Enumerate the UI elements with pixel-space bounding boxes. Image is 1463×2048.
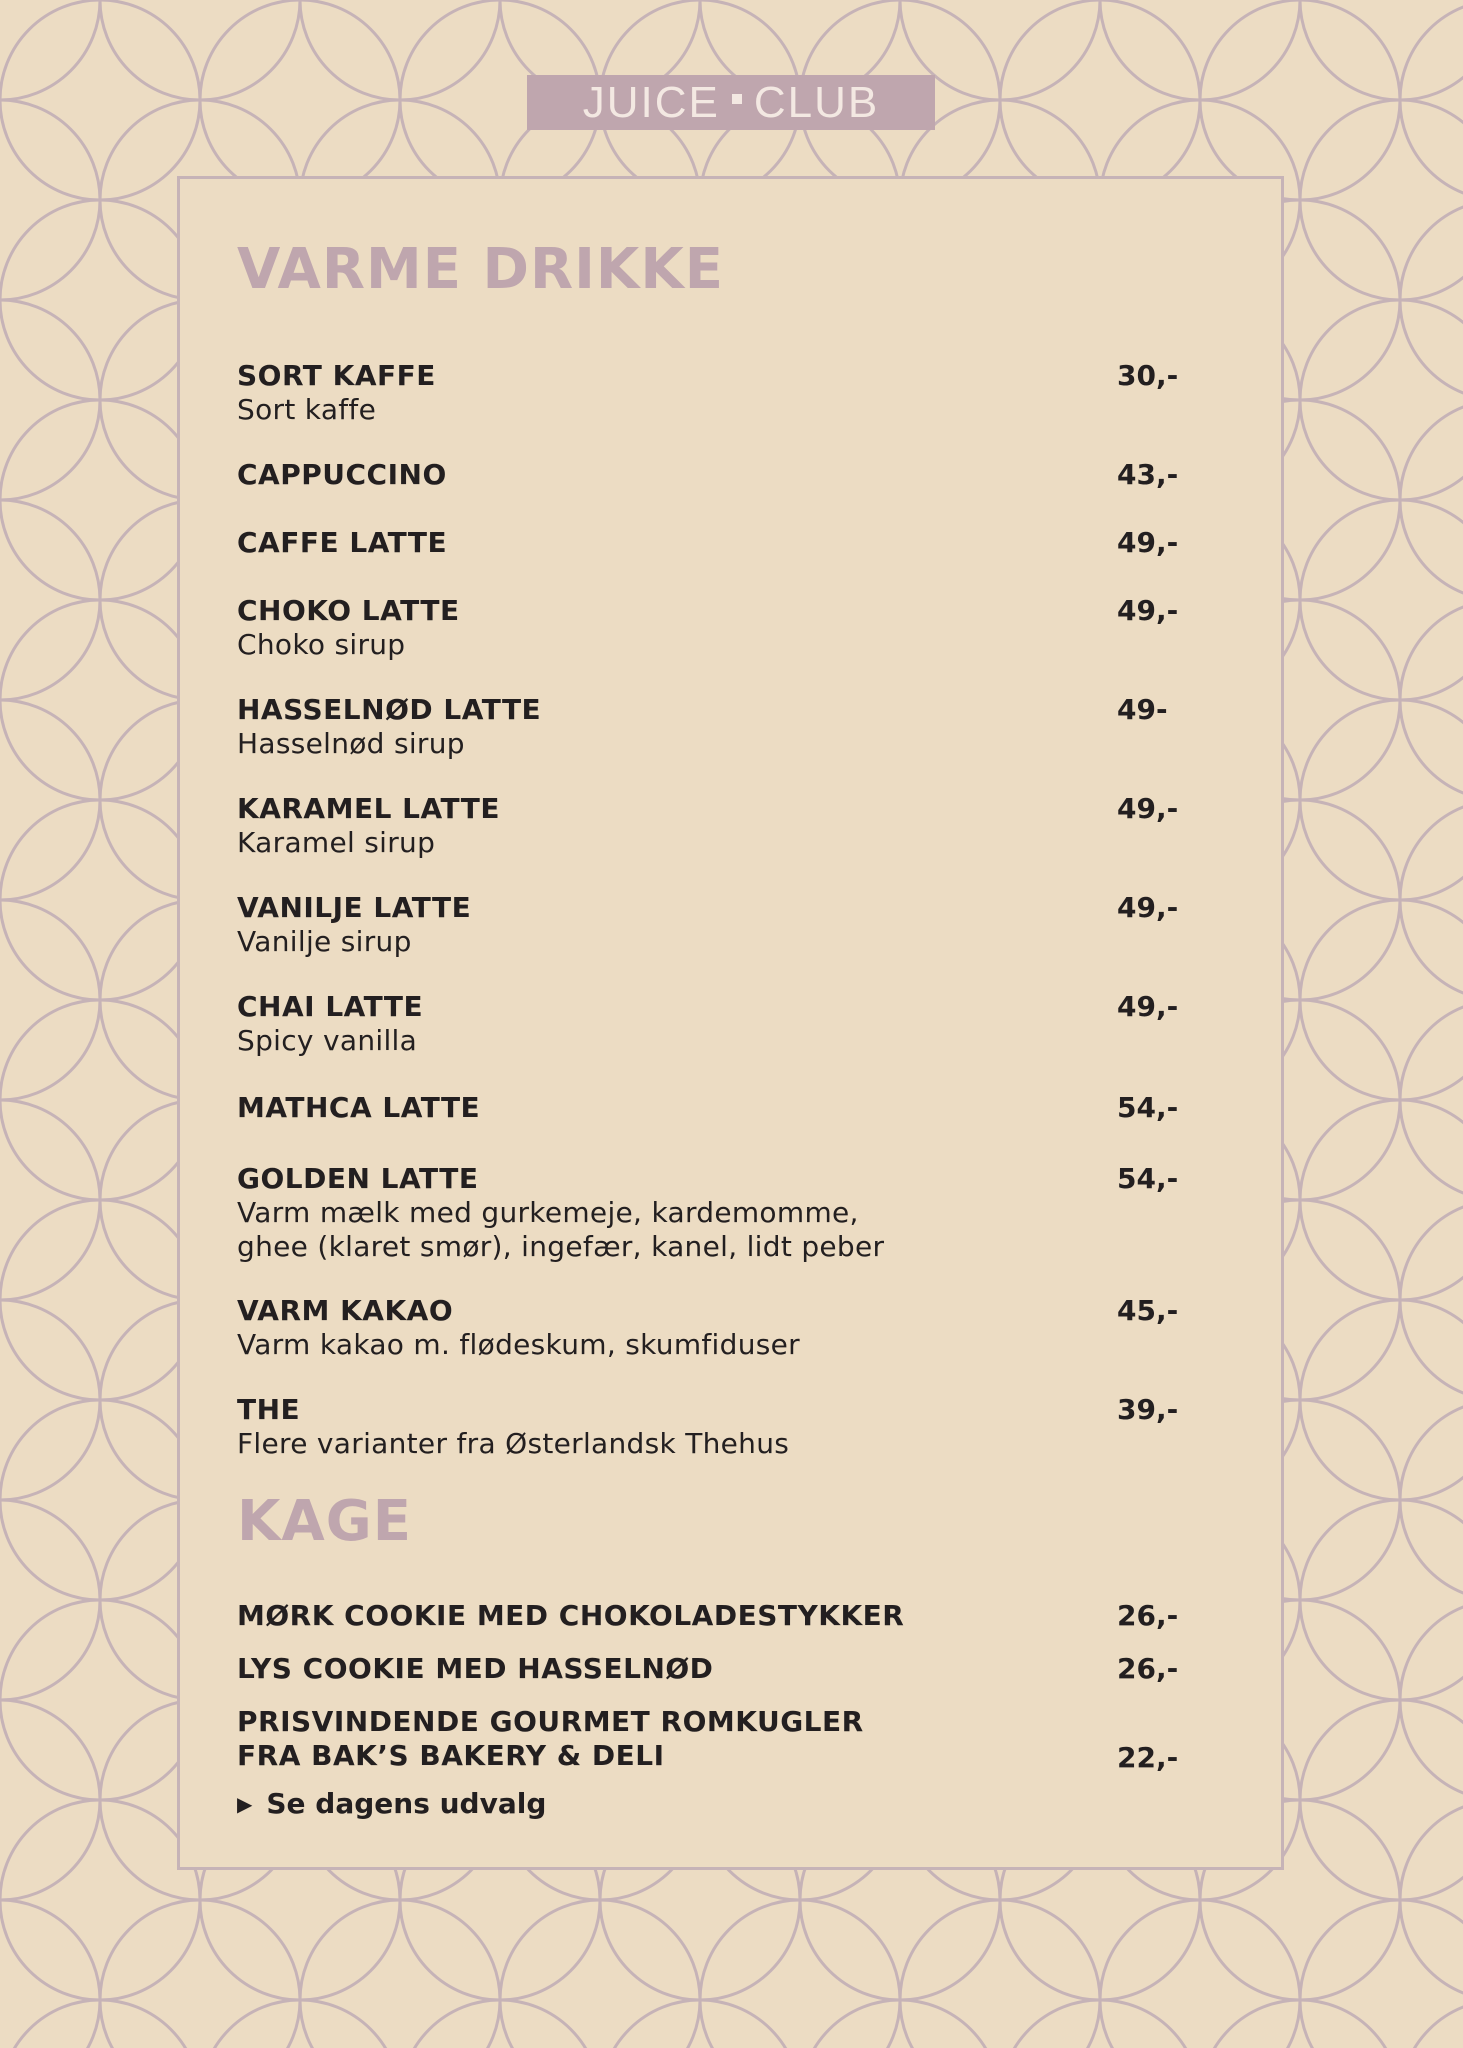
brand-logo	[527, 75, 935, 130]
item-description: Hasselnød sirup	[237, 727, 465, 760]
item-description: Spicy vanilla	[237, 1024, 418, 1057]
item-name: CAFFE LATTE	[237, 526, 448, 559]
item-name-line-2: FRA BAK’S BAKERY & DELI	[237, 1739, 665, 1772]
item-price: 26,-	[1117, 1599, 1179, 1632]
item-name: GOLDEN LATTE	[237, 1162, 479, 1195]
menu-item	[237, 792, 1197, 860]
item-price: 26,-	[1117, 1652, 1179, 1685]
menu-item	[237, 1393, 1197, 1461]
item-description-line-2: ghee (klaret smør), ingefær, kanel, lidt peber	[237, 1230, 885, 1263]
item-price: 49,-	[1117, 792, 1179, 825]
item-description: Vanilje sirup	[237, 925, 412, 958]
item-name: MØRK COOKIE MED CHOKOLADESTYKKER	[237, 1599, 905, 1632]
item-name: VANILJE LATTE	[237, 891, 472, 924]
item-description: Flere varianter fra Østerlandsk Thehus	[237, 1427, 790, 1460]
brand-name-left: JUICE	[582, 77, 720, 127]
menu-item	[237, 594, 1197, 662]
menu-item	[237, 990, 1197, 1058]
item-name: KARAMEL LATTE	[237, 792, 500, 825]
item-price: 54,-	[1117, 1091, 1179, 1124]
menu-item	[237, 693, 1197, 761]
menu-item	[237, 1599, 1197, 1633]
item-price: 49,-	[1117, 891, 1179, 924]
item-description: Sort kaffe	[237, 393, 377, 426]
item-price: 49-	[1117, 693, 1168, 726]
item-description: Karamel sirup	[237, 826, 436, 859]
menu-item	[237, 458, 1197, 492]
menu-item	[237, 1705, 1197, 1773]
item-name: HASSELNØD LATTE	[237, 693, 542, 726]
item-name: CAPPUCCINO	[237, 458, 447, 491]
menu-item	[237, 891, 1197, 959]
daily-selection-note	[237, 1787, 546, 1821]
item-price: 39,-	[1117, 1393, 1179, 1426]
item-price: 45,-	[1117, 1294, 1179, 1327]
item-name: PRISVINDENDE GOURMET ROMKUGLER	[237, 1705, 864, 1738]
item-name: CHAI LATTE	[237, 990, 424, 1023]
item-description: Varm kakao m. flødeskum, skumfiduser	[237, 1328, 800, 1361]
brand-name-right: CLUB	[753, 77, 880, 127]
menu-item	[237, 526, 1197, 560]
triangle-right-icon: ▶	[237, 1792, 253, 1816]
item-name: SORT KAFFE	[237, 359, 436, 392]
item-price: 22,-	[1117, 1741, 1179, 1774]
item-description: Varm mælk med gurkemeje, kardemomme,	[237, 1196, 859, 1229]
menu-item	[237, 359, 1197, 427]
menu-item	[237, 1162, 1197, 1264]
menu-item	[237, 1091, 1197, 1125]
item-name: LYS COOKIE MED HASSELNØD	[237, 1652, 714, 1685]
menu-item	[237, 1294, 1197, 1362]
item-description: Choko sirup	[237, 628, 406, 661]
item-name: VARM KAKAO	[237, 1294, 454, 1327]
item-name: THE	[237, 1393, 301, 1426]
item-price: 30,-	[1117, 359, 1179, 392]
item-price: 49,-	[1117, 594, 1179, 627]
section-title-hot-drinks: VARME DRIKKE	[237, 237, 724, 302]
item-price: 49,-	[1117, 990, 1179, 1023]
item-price: 49,-	[1117, 526, 1179, 559]
item-name: CHOKO LATTE	[237, 594, 460, 627]
menu-panel	[177, 176, 1284, 1870]
brand-dot-icon	[732, 94, 742, 104]
note-text: Se dagens udvalg	[266, 1787, 547, 1820]
item-name: MATHCA LATTE	[237, 1091, 481, 1124]
item-price: 43,-	[1117, 458, 1179, 491]
section-title-cake: KAGE	[237, 1489, 412, 1554]
menu-item	[237, 1652, 1197, 1686]
item-price: 54,-	[1117, 1162, 1179, 1195]
